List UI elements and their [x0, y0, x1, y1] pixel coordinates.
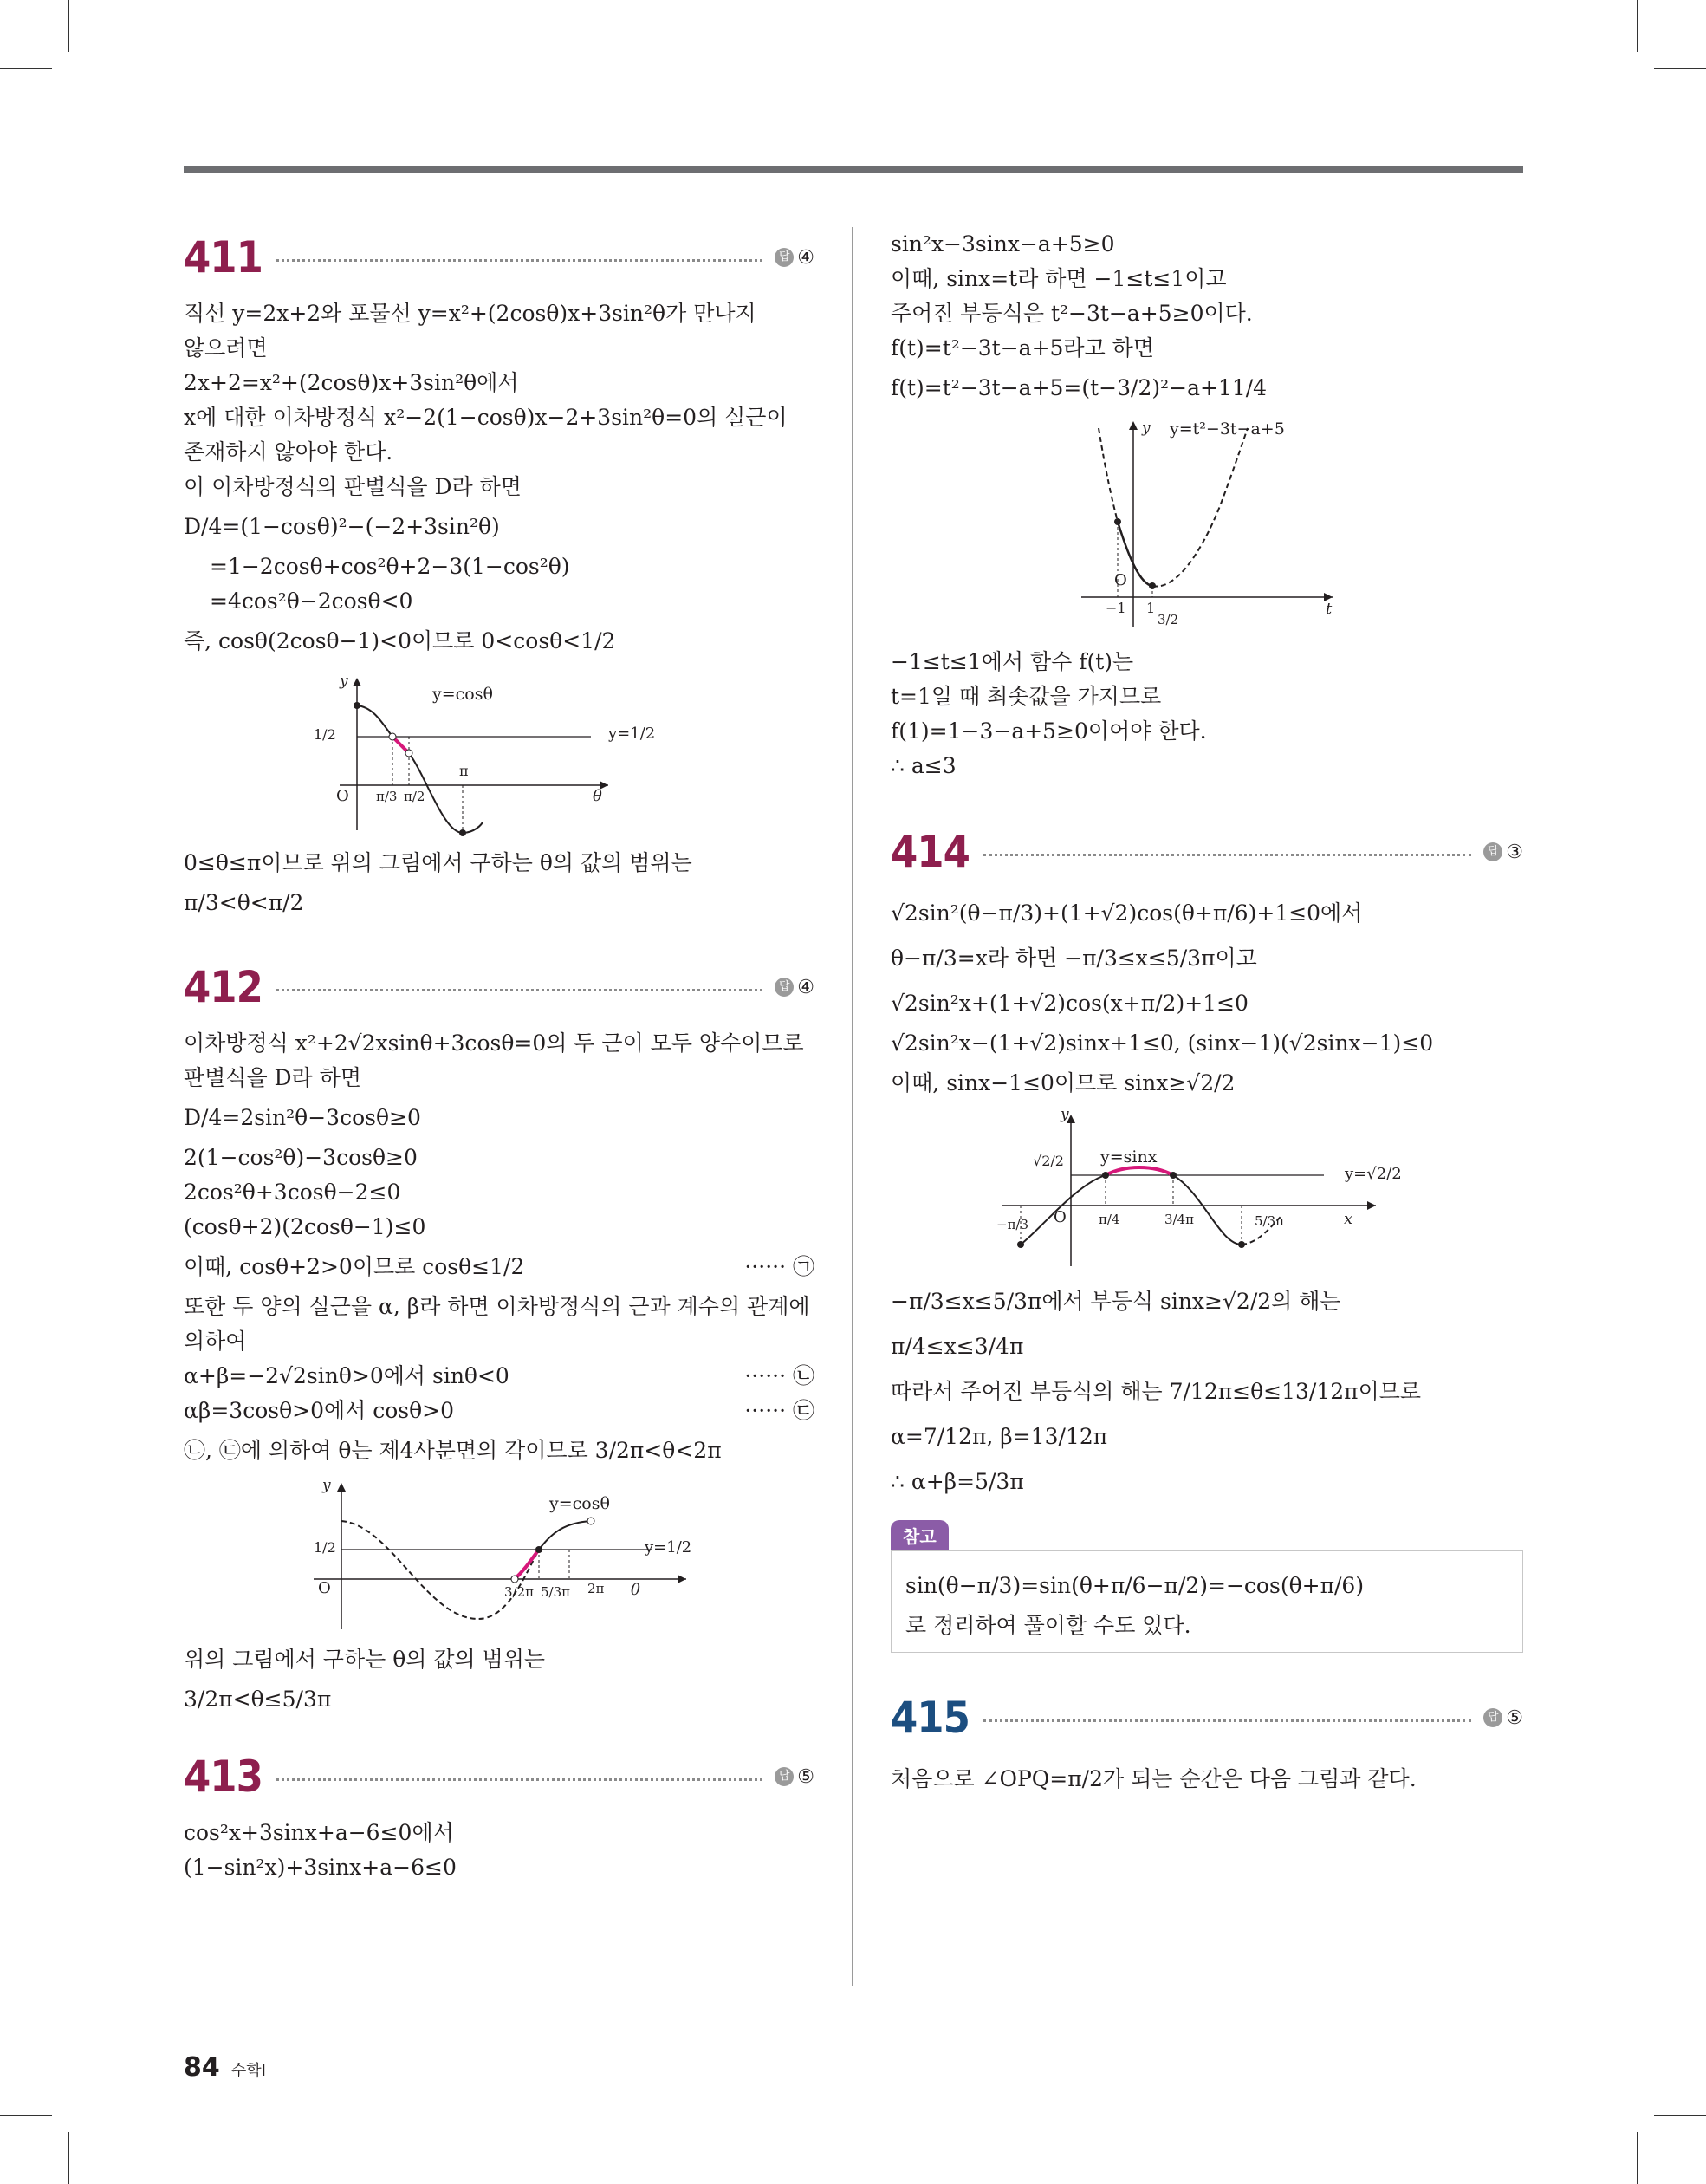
- axis-x-label: t: [1326, 600, 1333, 618]
- crop-mark: [1637, 2132, 1638, 2184]
- equation-line: 2(1−cos²θ)−3cosθ≥0: [184, 1145, 418, 1170]
- graph-open-point: [389, 733, 396, 740]
- text-line: x에 대한 이차방정식 x²−2(1−cosθ)x−2+3sin²θ=0의 실근이: [184, 405, 788, 430]
- problem-413-header: [184, 1746, 814, 1807]
- answer-icon: 답: [775, 248, 794, 267]
- text-line: 위의 그림에서 구하는 θ의 값의 범위는: [184, 1647, 546, 1672]
- crop-mark: [1637, 0, 1638, 52]
- equation-line: α=7/12π, β=13/12π: [891, 1424, 1108, 1449]
- problem-415-header: [891, 1687, 1523, 1748]
- equation-line: f(t)=t²−3t−a+5=(t−3/2)²−a+11/4: [891, 375, 1268, 400]
- problem-number: 415: [891, 1693, 970, 1743]
- text-line: [184, 1245, 814, 1290]
- graph-point: [459, 829, 466, 836]
- axis-y-label: y: [1142, 419, 1151, 437]
- text-line: 의하여: [184, 1329, 247, 1354]
- text-line: [184, 1359, 814, 1394]
- leader-dots: [983, 854, 1471, 856]
- result-line: ∴ a≤3: [891, 753, 957, 778]
- curve-label: y=cosθ: [432, 685, 493, 704]
- answer-value: ④: [797, 246, 814, 269]
- leader-dots: [983, 1719, 1471, 1722]
- graph-414-svg: [995, 1115, 1402, 1271]
- answer-mark: [1483, 1707, 1523, 1729]
- equation-line: =4cos²θ−2cosθ<0: [210, 588, 413, 614]
- answer-icon: 답: [775, 978, 794, 997]
- line-label: y=1/2: [645, 1538, 692, 1557]
- result-line: 3/2π<θ≤5/3π: [184, 1687, 332, 1712]
- text-line: f(1)=1−3−a+5≥0이어야 한다.: [891, 718, 1207, 744]
- graph-point: [535, 1546, 542, 1553]
- text-line: [184, 1394, 814, 1428]
- graph-open-point: [511, 1576, 518, 1583]
- text-line: 이 이차방정식의 판별식을 D라 하면: [184, 474, 522, 499]
- text-line: 0≤θ≤π이므로 위의 그림에서 구하는 θ의 값의 범위는: [184, 850, 692, 875]
- leader-dots: [276, 259, 762, 262]
- equation-line: D/4=2sin²θ−3cosθ≥0: [184, 1105, 421, 1130]
- left-column: [184, 227, 814, 1885]
- equation-line: θ−π/3=x라 하면 −π/3≤x≤5/3π이고: [891, 946, 1257, 971]
- graph-point: [1238, 1241, 1245, 1248]
- x-tick-label: −1: [1106, 600, 1126, 616]
- answer-mark: [1483, 842, 1523, 863]
- equation-line: 2cos²θ+3cosθ−2≤0: [184, 1180, 401, 1205]
- text-line: 이차방정식 x²+2√2xsinθ+3cosθ=0의 두 근이 모두 양수이므로: [184, 1030, 804, 1056]
- y-tick-label: √2/2: [1033, 1153, 1064, 1169]
- answer-value: ④: [797, 976, 814, 998]
- x-tick-label: −π/3: [996, 1217, 1029, 1232]
- x-tick-label: 3/2: [1158, 612, 1179, 627]
- page-number: 84: [184, 2052, 220, 2083]
- x-tick-label: π: [459, 763, 469, 779]
- x-tick-label: π/4: [1099, 1212, 1120, 1227]
- graph-413-svg: [1081, 419, 1393, 636]
- curve-label: y=sinx: [1100, 1147, 1158, 1167]
- note-tag: 참고: [891, 1520, 949, 1550]
- axis-x-label: θ: [631, 1581, 640, 1599]
- problem-412-header: [184, 957, 814, 1017]
- axis-y-label: y: [1061, 1106, 1069, 1123]
- graph-point: [1017, 1241, 1024, 1248]
- text-line: 존재하지 않아야 한다.: [184, 439, 393, 465]
- axis-x-label: θ: [593, 787, 602, 805]
- line-text: αβ=3cosθ>0에서 cosθ>0: [184, 1398, 455, 1423]
- text-line: 판별식을 D라 하면: [184, 1065, 361, 1090]
- axis-y-label: y: [322, 1477, 331, 1494]
- answer-value: ③: [1506, 841, 1523, 863]
- marker: ······ ㉠: [744, 1254, 814, 1279]
- text-line: 않으려면: [184, 335, 268, 361]
- graph-411-svg: [331, 673, 695, 837]
- graph-open-point: [405, 750, 412, 757]
- text-line: 2x+2=x²+(2cosθ)x+3sin²θ에서: [184, 370, 519, 395]
- result-line: π/3<θ<π/2: [184, 890, 304, 915]
- answer-icon: 답: [1483, 842, 1502, 861]
- problem-number: 414: [891, 827, 970, 877]
- graph-point: [354, 702, 360, 709]
- equation-line: sin(θ−π/3)=sin(θ+π/6−π/2)=−cos(θ+π/6): [905, 1573, 1365, 1598]
- problem-number: 412: [184, 962, 263, 1012]
- crop-mark: [68, 2132, 69, 2184]
- origin-label: O: [318, 1579, 331, 1597]
- origin-label: O: [1054, 1208, 1067, 1226]
- text-line: 직선 y=2x+2와 포물선 y=x²+(2cosθ)x+3sin²θ가 만나지: [184, 301, 756, 326]
- equation-line: (1−sin²x)+3sinx+a−6≤0: [184, 1855, 457, 1880]
- answer-mark: [775, 247, 814, 269]
- crop-mark: [1654, 2115, 1706, 2116]
- origin-label: O: [336, 787, 349, 805]
- x-tick-label: 5/3π: [541, 1584, 570, 1600]
- text-line: 이때, sinx=t라 하면 −1≤t≤1이고: [891, 266, 1227, 291]
- text-line: t=1일 때 최솟값을 가지므로: [891, 684, 1162, 709]
- marker: ······ ㉡: [744, 1363, 814, 1388]
- equation-line: π/4≤x≤3/4π: [891, 1334, 1024, 1359]
- leader-dots: [276, 989, 762, 991]
- curve-label: y=cosθ: [549, 1494, 610, 1513]
- problem-number: 413: [184, 1752, 263, 1802]
- marker: ······ ㉢: [744, 1398, 814, 1423]
- crop-mark: [1654, 68, 1706, 69]
- y-tick-label: 1/2: [314, 726, 336, 743]
- answer-icon: 답: [1483, 1708, 1502, 1727]
- note-box: [891, 1550, 1523, 1653]
- graph-open-point: [587, 1518, 594, 1524]
- problem-411-header: [184, 227, 814, 288]
- equation-line: √2sin²(θ−π/3)+(1+√2)cos(θ+π/6)+1≤0에서: [891, 900, 1363, 926]
- equation-line: cos²x+3sinx+a−6≤0에서: [184, 1820, 454, 1845]
- equation-line: sin²x−3sinx−a+5≥0: [891, 231, 1115, 257]
- problem-414-header: [891, 822, 1523, 882]
- line-text: 이때, cosθ+2>0이므로 cosθ≤1/2: [184, 1254, 525, 1279]
- top-rule: [184, 166, 1523, 173]
- axis-x-label: x: [1344, 1210, 1353, 1228]
- graph-414: [891, 1106, 1523, 1271]
- equation-line: √2sin²x−(1+√2)sinx+1≤0, (sinx−1)(√2sinx−1)≤0: [891, 1030, 1434, 1056]
- text-line: 즉, cosθ(2cosθ−1)<0이므로 0<cosθ<1/2: [184, 628, 616, 653]
- graph-412-svg: [305, 1482, 721, 1634]
- x-tick-label: 2π: [587, 1581, 605, 1596]
- equation-line: =1−2cosθ+cos²θ+2−3(1−cos²θ): [210, 554, 570, 579]
- text-line: 처음으로 ∠OPQ=π/2가 되는 순간은 다음 그림과 같다.: [891, 1766, 1417, 1791]
- graph-point: [1114, 518, 1121, 525]
- graph-412: [184, 1477, 814, 1634]
- text-line: 주어진 부등식은 t²−3t−a+5≥0이다.: [891, 301, 1253, 326]
- crop-mark: [0, 68, 52, 69]
- line-label: y=√2/2: [1345, 1165, 1402, 1183]
- text-line: 또한 두 양의 실근을 α, β라 하면 이차방정식의 근과 계수의 관계에: [184, 1294, 810, 1319]
- text-line: −1≤t≤1에서 함수 f(t)는: [891, 649, 1134, 674]
- x-tick-label: 3/2π: [504, 1584, 534, 1600]
- x-tick-label: 1: [1146, 600, 1156, 616]
- subject-label: 수학Ⅰ: [230, 2062, 266, 2080]
- column-divider: [852, 227, 853, 1986]
- x-tick-label: 5/3π: [1255, 1213, 1284, 1229]
- result-line: ∴ α+β=5/3π: [891, 1469, 1024, 1494]
- origin-label: O: [1114, 571, 1127, 589]
- equation-line: D/4=(1−cosθ)²−(−2+3sin²θ): [184, 514, 500, 539]
- right-column: [891, 227, 1523, 1802]
- problem-number: 411: [184, 232, 263, 283]
- graph-point: [1170, 1172, 1177, 1179]
- answer-value: ⑤: [797, 1765, 814, 1788]
- graph-413: [891, 419, 1523, 636]
- answer-value: ⑤: [1506, 1706, 1523, 1729]
- equation-line: (cosθ+2)(2cosθ−1)≤0: [184, 1214, 426, 1239]
- leader-dots: [276, 1778, 762, 1781]
- note-block: [891, 1520, 1523, 1653]
- text-line: 로 정리하여 풀이할 수도 있다.: [905, 1613, 1191, 1638]
- x-tick-label: π/2: [404, 789, 425, 804]
- answer-mark: [775, 977, 814, 998]
- graph-point: [1149, 582, 1156, 589]
- graph-point: [1102, 1172, 1109, 1179]
- crop-mark: [0, 2115, 52, 2116]
- text-line: 따라서 주어진 부등식의 해는 7/12π≤θ≤13/12π이므로: [891, 1379, 1422, 1404]
- line-text: α+β=−2√2sinθ>0에서 sinθ<0: [184, 1363, 509, 1388]
- text-line: ㉡, ㉢에 의하여 θ는 제4사분면의 각이므로 3/2π<θ<2π: [184, 1438, 722, 1463]
- answer-mark: [775, 1766, 814, 1788]
- page-footer: [184, 2052, 266, 2083]
- text-line: f(t)=t²−3t−a+5라고 하면: [891, 335, 1154, 361]
- answer-icon: 답: [775, 1767, 794, 1786]
- curve-label: y=t²−3t−a+5: [1170, 419, 1285, 439]
- y-tick-label: 1/2: [314, 1539, 336, 1556]
- x-tick-label: 3/4π: [1164, 1212, 1194, 1227]
- equation-line: √2sin²x+(1+√2)cos(x+π/2)+1≤0: [891, 991, 1249, 1016]
- text-line: −π/3≤x≤5/3π에서 부등식 sinx≥√2/2의 해는: [891, 1289, 1341, 1314]
- axis-y-label: y: [340, 673, 348, 690]
- line-label: y=1/2: [608, 725, 656, 743]
- text-line: 이때, sinx−1≤0이므로 sinx≥√2/2: [891, 1070, 1236, 1095]
- crop-mark: [68, 0, 69, 52]
- graph-411: [184, 673, 814, 837]
- x-tick-label: π/3: [376, 789, 398, 804]
